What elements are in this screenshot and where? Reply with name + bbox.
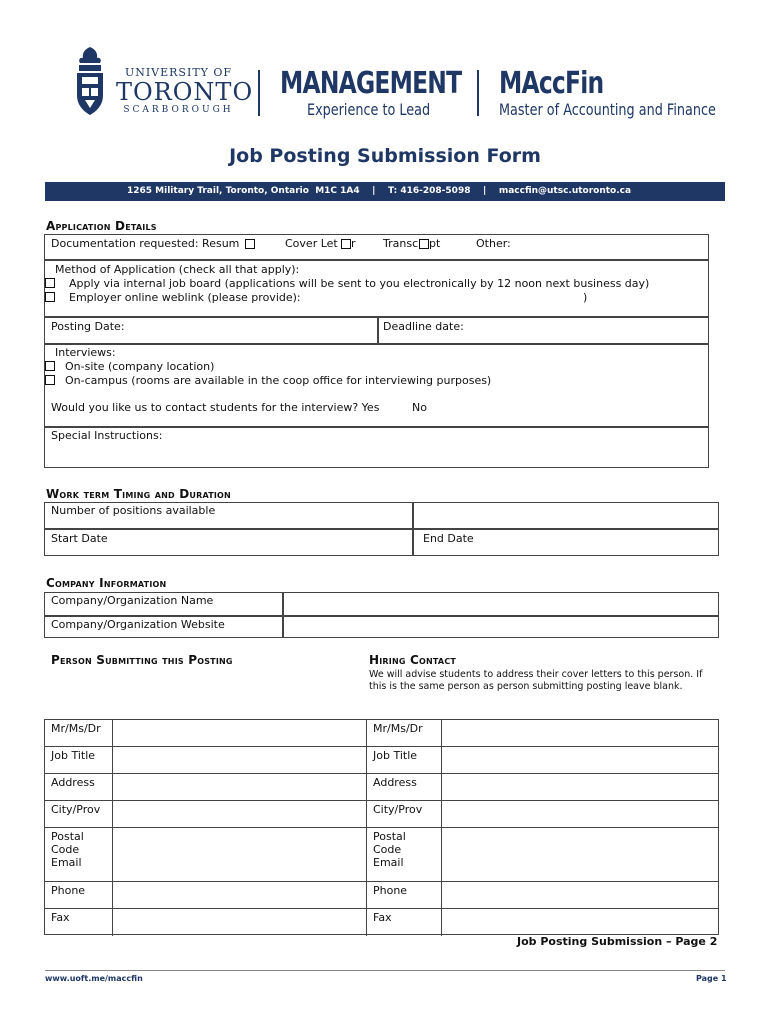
person-field-label: City/Prov <box>51 803 101 816</box>
transcript-label-tail: pt <box>429 237 441 250</box>
hiring-field-input[interactable] <box>442 882 718 909</box>
page2-label: Job Posting Submission – Page 2 <box>517 935 718 948</box>
posting-date-label: Posting Date: <box>51 320 125 333</box>
person-field-label: Job Title <box>51 749 96 762</box>
person-field-input[interactable] <box>113 909 367 936</box>
scarborough-text: SCARBOROUGH <box>123 105 234 115</box>
person-row-label <box>45 747 113 774</box>
other-label: Other: <box>476 237 511 250</box>
person-row-label <box>45 828 113 882</box>
person-row-label <box>45 882 113 909</box>
person-field-label: Fax <box>51 911 70 924</box>
hiring-row-label <box>367 747 442 774</box>
hiring-row-label <box>367 801 442 828</box>
hiring-contact-heading: Hiring Contact <box>369 653 457 667</box>
person-row-label <box>45 720 113 747</box>
end-date-label: End Date <box>423 532 474 545</box>
contact-table <box>44 719 719 935</box>
hiring-field-input[interactable] <box>442 909 718 936</box>
header-divider <box>477 70 479 116</box>
person-row-label <box>45 801 113 828</box>
hiring-field-input[interactable] <box>442 747 718 774</box>
maccfin-subtitle: Master of Accounting and Finance <box>499 100 716 119</box>
toronto-text: TORONTO <box>116 78 254 106</box>
management-tagline: Experience to Lead <box>307 100 431 119</box>
contact-students-no: No <box>412 401 427 414</box>
online-weblink-label: Employer online weblink (please provide): <box>69 291 301 304</box>
hiring-field-label: Phone <box>373 884 408 897</box>
cover-letter-checkbox[interactable] <box>341 239 351 249</box>
footer-divider <box>45 970 725 971</box>
interviews-label: Interviews: <box>55 346 116 359</box>
application-details-heading: Application Details <box>46 219 157 233</box>
hiring-field-label: Address <box>373 776 417 789</box>
online-weblink-checkbox[interactable] <box>45 292 55 302</box>
hiring-field-input[interactable] <box>442 720 718 747</box>
company-name-input[interactable] <box>283 592 719 616</box>
hiring-contact-note: We will advise students to address their cover letters to this person. If this is the same person as person submitting posting leave blank. <box>369 669 703 692</box>
contact-bar: 1265 Military Trail, Toronto, Ontario M1C 1A4 | T: 416-208-5098 | maccfin@utsc.utoronto.ca <box>45 182 725 201</box>
oncampus-interview-label: On-campus (rooms are available in the coop office for interviewing purposes) <box>65 374 492 387</box>
company-website-label: Company/Organization Website <box>51 618 225 631</box>
form-title: Job Posting Submission Form <box>229 145 541 167</box>
method-label: Method of Application (check all that apply): <box>55 263 300 276</box>
internal-job-board-checkbox[interactable] <box>45 278 55 288</box>
hiring-row-label <box>367 828 442 882</box>
contact-students-question: Would you like us to contact students for the interview? Yes <box>51 401 380 414</box>
hiring-field-label: Job Title <box>373 749 418 762</box>
work-term-heading: Work term Timing and Duration <box>46 487 231 501</box>
university-crest-icon <box>73 45 107 117</box>
person-field-input[interactable] <box>113 882 367 909</box>
hiring-field-label: City/Prov <box>373 803 423 816</box>
online-weblink-close: ) <box>583 291 588 304</box>
documentation-label: Documentation requested: Resum <box>51 237 240 250</box>
start-date-label: Start Date <box>51 532 108 545</box>
management-title: MANAGEMENT <box>280 66 462 101</box>
internal-job-board-label: Apply via internal job board (applications will be sent to you electronically by 12 noon next business day) <box>69 277 650 290</box>
university-wordmark <box>116 66 254 115</box>
hiring-row-label <box>367 909 442 936</box>
hiring-field-input[interactable] <box>442 774 718 801</box>
company-website-input[interactable] <box>283 616 719 638</box>
person-field-label: Address <box>51 776 95 789</box>
hiring-field-input[interactable] <box>442 801 718 828</box>
cover-letter-label-tail: r <box>351 237 356 250</box>
special-instructions-label: Special Instructions: <box>51 429 163 442</box>
person-field-input[interactable] <box>113 828 367 882</box>
maccfin-title: MAccFin <box>499 66 604 101</box>
person-row-label <box>45 909 113 936</box>
company-name-label: Company/Organization Name <box>51 594 214 607</box>
person-field-input[interactable] <box>113 747 367 774</box>
transcript-label: Transc <box>383 237 419 250</box>
person-field-label: Mr/Ms/Dr <box>51 722 101 735</box>
header-divider <box>258 70 260 116</box>
person-field-input[interactable] <box>113 774 367 801</box>
person-row-label <box>45 774 113 801</box>
onsite-interview-checkbox[interactable] <box>45 361 55 371</box>
positions-label: Number of positions available <box>51 504 216 517</box>
person-field-label: Phone <box>51 884 86 897</box>
hiring-field-label: Fax <box>373 911 392 924</box>
hiring-row-label <box>367 882 442 909</box>
positions-input[interactable] <box>413 502 719 529</box>
person-submitting-heading: Person Submitting this Posting <box>51 653 233 667</box>
footer-page-number: Page 1 <box>696 974 727 983</box>
hiring-row-label <box>367 720 442 747</box>
university-of-text: UNIVERSITY OF <box>124 66 233 79</box>
person-field-input[interactable] <box>113 801 367 828</box>
oncampus-interview-checkbox[interactable] <box>45 375 55 385</box>
hiring-field-input[interactable] <box>442 828 718 882</box>
transcript-checkbox[interactable] <box>419 239 429 249</box>
person-field-label: Postal Code Email <box>51 830 84 869</box>
person-field-input[interactable] <box>113 720 367 747</box>
cover-letter-label: Cover Let <box>285 237 338 250</box>
deadline-date-label: Deadline date: <box>383 320 464 333</box>
company-info-heading: Company Information <box>46 576 167 590</box>
hiring-row-label <box>367 774 442 801</box>
footer-url[interactable]: www.uoft.me/maccfin <box>45 974 143 983</box>
hiring-field-label: Mr/Ms/Dr <box>373 722 423 735</box>
hiring-field-label: Postal Code Email <box>373 830 406 869</box>
onsite-interview-label: On-site (company location) <box>65 360 215 373</box>
resume-checkbox[interactable] <box>245 239 255 249</box>
